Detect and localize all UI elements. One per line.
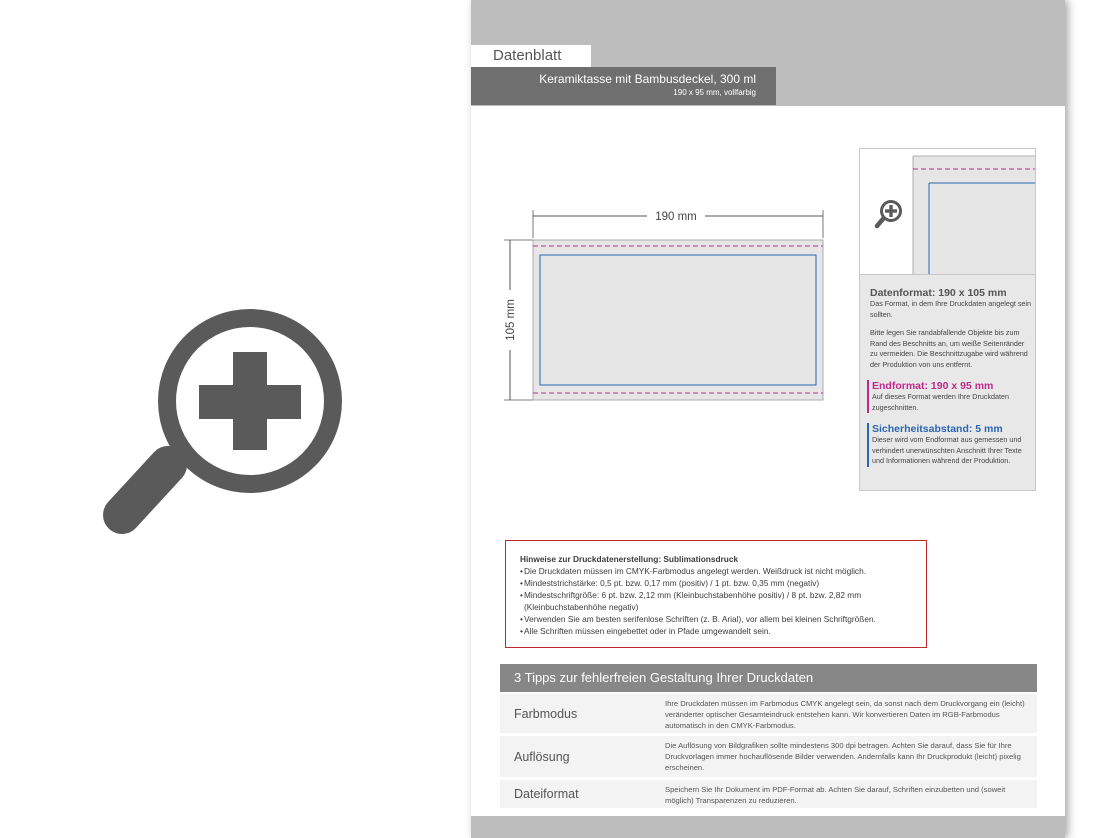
datasheet-label (471, 45, 591, 67)
datasheet-label-text: Datenblatt (493, 47, 562, 64)
end-format-title: Endformat: 190 x 95 mm (872, 380, 994, 392)
tip-text: Ihre Druckdaten müssen im Farbmodus CMYK angelegt sein, da sonst nach dem Druckvorgang ein (leicht) veränderter optischer Gesamteindruck entstehen kann. Wir konvertieren Daten im RGB-Farbmodus automatisch in den CMYK-Farbmodus. (665, 699, 1025, 730)
tip-label: Auflösung (514, 750, 570, 764)
width-label: 190 mm (655, 211, 697, 223)
data-format-text: Das Format, in dem Ihre Druckdaten angelegt sein sollten. (870, 299, 1031, 319)
safety-section (867, 423, 1032, 467)
safety-title: Sicherheitsabstand: 5 mm (872, 423, 1003, 435)
height-label: 105 mm (505, 299, 517, 341)
tips-header (500, 664, 1037, 692)
print-hints-box (505, 540, 927, 648)
footer-band (471, 816, 1065, 838)
format-detail-card (859, 148, 1036, 491)
data-format-title: Datenformat: 190 x 105 mm (870, 287, 1007, 299)
product-title-bar (471, 67, 776, 105)
zoom-in-icon[interactable] (100, 305, 360, 550)
list-item: • Alle Schriften müssen eingebettet oder in Pfade umgewandelt sein. (520, 625, 916, 637)
format-diagram (499, 200, 829, 410)
table-row (500, 694, 1037, 733)
data-format-rect (533, 240, 823, 400)
list-item: • Die Druckdaten müssen im CMYK-Farbmodus angelegt werden. Weißdruck ist nicht möglich. (520, 565, 916, 577)
tip-label: Farbmodus (514, 707, 578, 721)
end-format-section (867, 380, 1032, 413)
corner-detail (860, 149, 1035, 275)
data-format-section (870, 287, 1032, 370)
safety-text: Dieser wird vom Endformat aus gemessen und verhindert unerwünschten Anschnitt Ihrer Texte und Informationen während der Produktion. (872, 435, 1022, 465)
list-item: • Mindeststrichstärke: 0,5 pt. bzw. 0,17 mm (positiv) / 1 pt. bzw. 0,35 mm (negativ) (520, 577, 916, 589)
data-format-bleed-text: Bitte legen Sie randabfallende Objekte bis zum Rand des Beschnitts an, um weiße Seitenränder zu vermeiden. Die Beschnittzugabe wird während der Produktion von uns entfernt. (870, 328, 1028, 369)
tip-label: Dateiformat (514, 787, 579, 801)
tip-text: Die Auflösung von Bildgrafiken sollte mindestens 300 dpi betragen. Achten Sie darauf, dass Sie für Ihre Druckvorlagen immer hochauflösende Bilder verwenden. Andernfalls kann Ihr Druckprodukt (leicht) pixelig erscheinen. (665, 741, 1021, 772)
list-item: • Mindestschriftgröße: 6 pt. bzw. 2,12 mm (Kleinbuchstabenhöhe positiv) / 8 pt. bzw. 2,82 mm (Kleinbuchstabenhöhe negativ) (520, 589, 916, 613)
end-format-text: Auf dieses Format werden Ihre Druckdaten zugeschnitten. (872, 392, 1010, 412)
print-hints-title: Hinweise zur Druckdatenerstellung: Sublimationsdruck (520, 554, 739, 564)
product-name: Keramiktasse mit Bambusdeckel, 300 ml (539, 72, 756, 86)
table-row (500, 736, 1037, 777)
list-item: • Verwenden Sie am besten serifenlose Schriften (z. B. Arial), vor allem bei kleinen Schriftgrößen. (520, 613, 916, 625)
tips-title: 3 Tipps zur fehlerfreien Gestaltung Ihrer Druckdaten (514, 670, 814, 685)
card-text (870, 281, 1032, 467)
zoom-in-icon[interactable] (877, 200, 902, 226)
print-hints-list (520, 565, 916, 637)
tip-text: Speichern Sie Ihr Dokument im PDF-Format ab. Achten Sie darauf, Schriften einzubetten und (soweit möglich) Transparenzen zu reduzieren. (665, 785, 1006, 805)
datasheet-page (471, 0, 1065, 838)
product-spec: 190 x 95 mm, vollfarbig (673, 88, 756, 97)
table-row (500, 780, 1037, 808)
